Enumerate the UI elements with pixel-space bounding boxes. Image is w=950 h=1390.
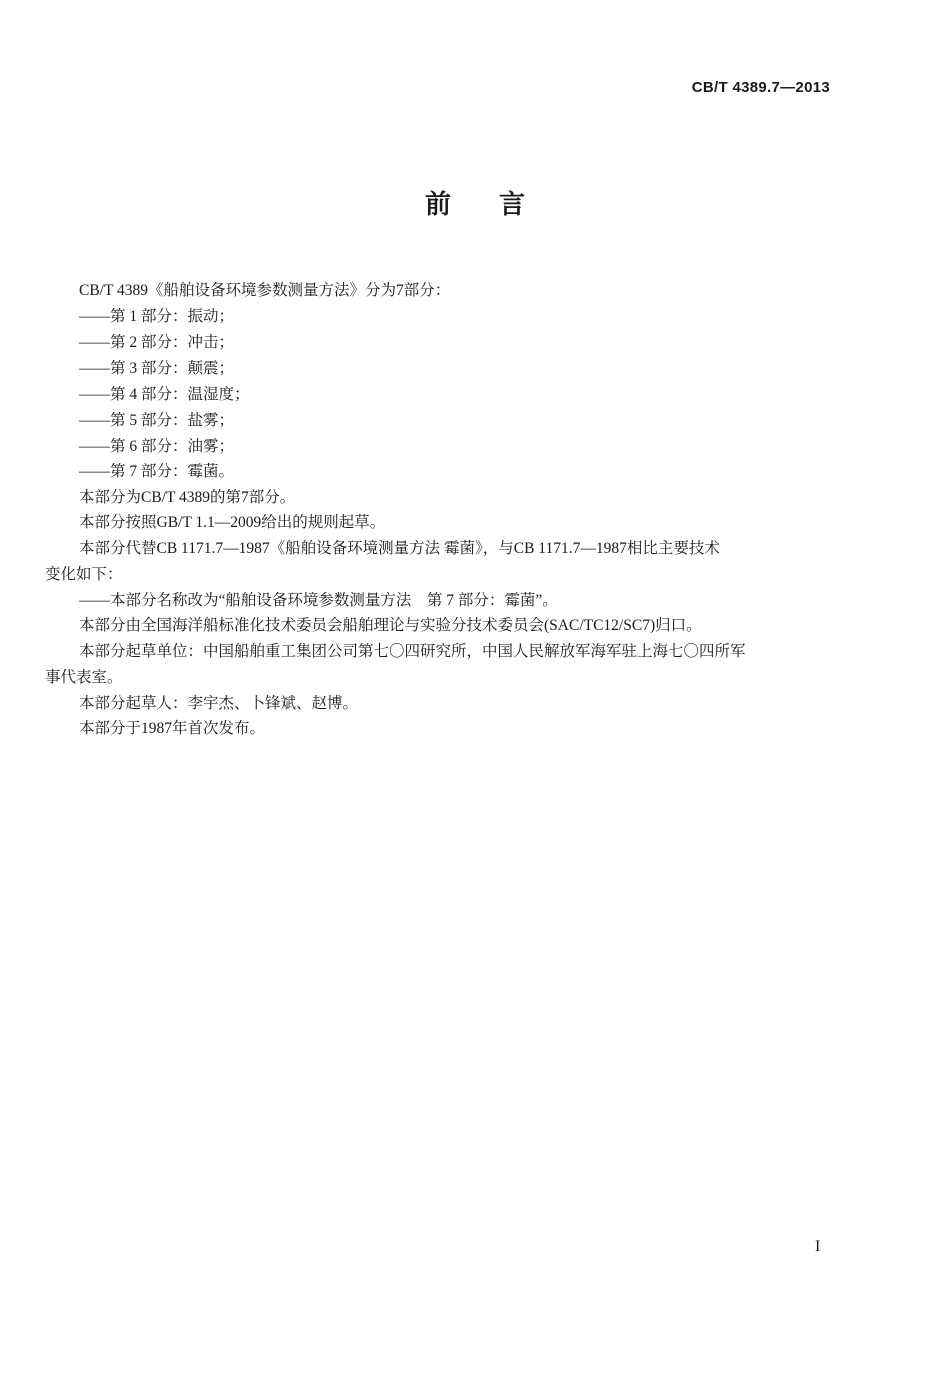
standard-number: CB/T 4389.7—2013 <box>691 79 830 96</box>
list-item: ——第 6 部分：油雾； <box>79 438 235 455</box>
paragraph: CB/T 4389《船舶设备环境参数测量方法》分为7部分： <box>79 282 451 299</box>
paragraph: 本部分按照GB/T 1.1—2009给出的规则起草。 <box>79 514 386 531</box>
paragraph: 本部分起草单位：中国船舶重工集团公司第七〇四研究所，中国人民解放军海军驻上海七〇四所军 <box>79 643 746 660</box>
list-item: ——第 2 部分：冲击； <box>79 334 235 351</box>
paragraph: 本部分于1987年首次发布。 <box>79 720 266 737</box>
paragraph: 本部分为CB/T 4389的第7部分。 <box>79 489 296 506</box>
paragraph-continuation: 变化如下： <box>45 566 123 583</box>
list-item: ——第 4 部分：温湿度； <box>79 386 250 403</box>
paragraph-continuation: 事代表室。 <box>45 669 123 686</box>
list-item: ——第 1 部分：振动； <box>79 308 235 325</box>
page-title: 前言 <box>424 190 573 219</box>
page-number: I <box>815 1238 821 1255</box>
paragraph: 本部分代替CB 1171.7—1987《船舶设备环境测量方法 霉菌》，与CB 1171.7—1987相比主要技术 <box>79 540 720 557</box>
list-item: ——本部分名称改为“船舶设备环境参数测量方法 第 7 部分：霉菌”。 <box>79 592 558 609</box>
list-item: ——第 7 部分：霉菌。 <box>79 463 235 480</box>
list-item: ——第 5 部分：盐雾； <box>79 412 235 429</box>
paragraph: 本部分起草人：李宇杰、卜锋斌、赵博。 <box>79 695 359 712</box>
list-item: ——第 3 部分：颠震； <box>79 360 235 377</box>
paragraph: 本部分由全国海洋船标准化技术委员会船舶理论与实验分技术委员会(SAC/TC12/SC7)归口。 <box>79 617 702 634</box>
